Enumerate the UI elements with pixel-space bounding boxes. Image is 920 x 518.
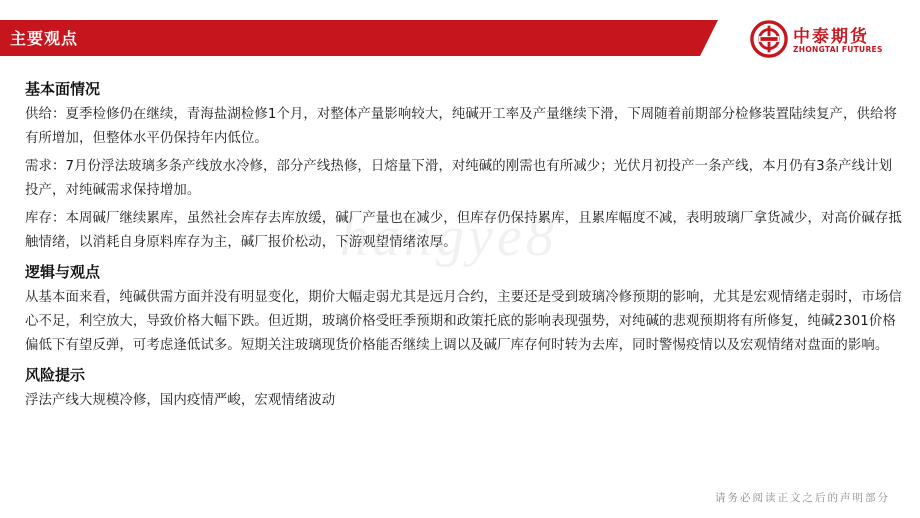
- section-heading: 逻辑与观点: [25, 263, 101, 281]
- section-heading: 基本面情况: [25, 80, 101, 98]
- logo-name-en: ZHONGTAI FUTURES: [793, 45, 883, 54]
- section-risk: [25, 364, 905, 413]
- paragraph-supply: 供给：夏季检修仍在继续，青海盐湖检修1个月，对整体产量影响较大，纯碱开工率及产量继续下滑，下周随着前期部分检修装置陆续复产，供给将有所增加，但整体水平仍保持年内低位。: [25, 107, 898, 146]
- paragraph-demand: 需求：7月份浮法玻璃多条产线放水冷修，部分产线热修，日熔量下滑，对纯碱的刚需也有所减少；光伏月初投产一条产线，本月仍有3条产线计划投产，对纯碱需求保持增加。: [25, 159, 893, 198]
- company-logo: [750, 20, 915, 60]
- logo-mark-icon: [750, 20, 788, 58]
- page-title: 主要观点: [10, 29, 79, 48]
- paragraph-inventory: 库存：本周碱厂继续累库，虽然社会库存去库放缓，碱厂产量也在减少，但库存仍保持累库，且累库幅度不减，表明玻璃厂拿货减少，对高价碱存抵触情绪，以消耗自身原料库存为主，碱厂报价松动，下游观望情绪浓厚。: [25, 211, 902, 250]
- main-content: [25, 78, 905, 417]
- header-bar: [0, 20, 718, 56]
- footer-disclaimer: 请务必阅读正文之后的声明部分: [715, 492, 890, 504]
- section-heading: 风险提示: [25, 366, 86, 384]
- paragraph-risk: 浮法产线大规模冷修，国内疫情严峻，宏观情绪波动: [25, 393, 336, 408]
- section-logic: [25, 261, 905, 358]
- logo-name-cn: 中泰期货: [793, 27, 869, 47]
- section-fundamentals: [25, 78, 905, 255]
- paragraph-logic: 从基本面来看，纯碱供需方面并没有明显变化，期价大幅走弱尤其是远月合约，主要还是受到玻璃冷修预期的影响，尤其是宏观情绪走弱时，市场信心不足，利空放大，导致价格大幅下跌。但近期，玻璃价格受旺季预期和政策托底的影响表现强势，对纯碱的悲观预期将有所修复，纯碱2301价格偏低下有望反弹，可考虑逢低试多。短期关注玻璃现货价格能否继续上调以及碱厂库存何时转为去库，同时警惕疫情以及宏观情绪对盘面的影响。: [25, 290, 902, 353]
- watermark: hangye8: [340, 206, 558, 268]
